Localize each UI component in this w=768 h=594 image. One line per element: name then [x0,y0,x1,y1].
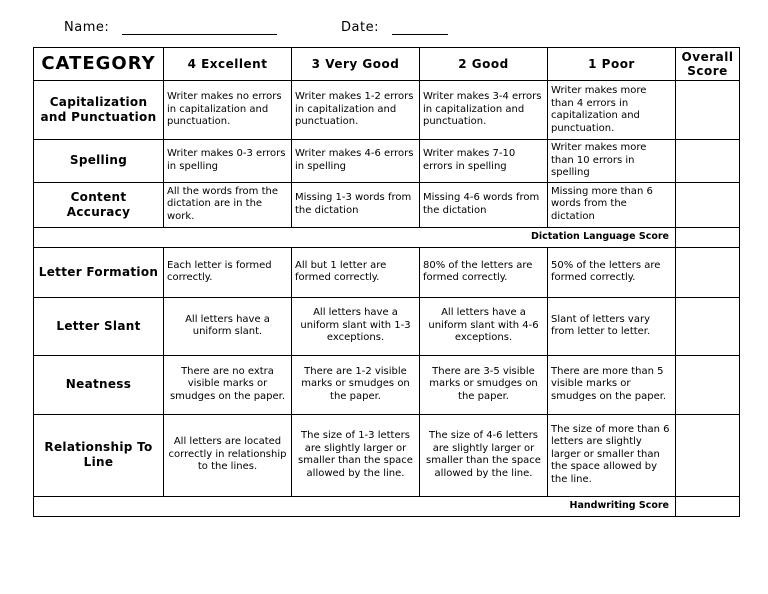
header-poor: 1 Poor [548,48,676,81]
header-very-good: 3 Very Good [292,48,420,81]
name-label: Name: [64,20,110,35]
cell-poor: The size of more than 6 letters are slightly larger or smaller than the space allowed by the line. [548,414,676,496]
cell-very-good: Writer makes 4-6 errors in spelling [292,140,420,183]
cell-poor: 50% of the letters are formed correctly. [548,247,676,297]
cell-excellent: All letters have a uniform slant. [164,297,292,355]
handwriting-score-cell[interactable] [676,496,740,516]
cell-excellent: All the words from the dictation are in the work. [164,182,292,227]
cell-good: 80% of the letters are formed correctly. [420,247,548,297]
header-overall-score: Overall Score [676,48,740,81]
table-row [34,297,740,355]
cell-poor: Slant of letters vary from letter to letter. [548,297,676,355]
score-cell[interactable] [676,81,740,140]
score-cell[interactable] [676,297,740,355]
cell-good: The size of 4-6 letters are slightly larger or smaller than the space allowed by the line. [420,414,548,496]
cell-very-good: Missing 1-3 words from the dictation [292,182,420,227]
cell-good: Missing 4-6 words from the dictation [420,182,548,227]
score-cell[interactable] [676,140,740,183]
rubric-table [33,47,740,517]
score-cell[interactable] [676,182,740,227]
cell-very-good: All but 1 letter are formed correctly. [292,247,420,297]
cell-poor: Writer makes more than 4 errors in capitalization and punctuation. [548,81,676,140]
cell-good: Writer makes 7-10 errors in spelling [420,140,548,183]
dictation-score-cell[interactable] [676,227,740,247]
cell-poor: Writer makes more than 10 errors in spelling [548,140,676,183]
table-header-row [34,48,740,81]
score-cell[interactable] [676,247,740,297]
name-field [64,20,277,35]
cell-very-good: Writer makes 1-2 errors in capitalization and punctuation. [292,81,420,140]
table-row [34,182,740,227]
dictation-score-label: Dictation Language Score [34,227,676,247]
row-category: Relationship To Line [34,414,164,496]
cell-excellent: There are no extra visible marks or smudges on the paper. [164,355,292,414]
header-good: 2 Good [420,48,548,81]
handwriting-score-label: Handwriting Score [34,496,676,516]
subtotal-row [34,496,740,516]
table-row [34,81,740,140]
table-row [34,355,740,414]
cell-excellent: Writer makes 0-3 errors in spelling [164,140,292,183]
cell-excellent: Writer makes no errors in capitalization and punctuation. [164,81,292,140]
cell-very-good: The size of 1-3 letters are slightly larger or smaller than the space allowed by the line. [292,414,420,496]
score-cell[interactable] [676,414,740,496]
header-category: CATEGORY [34,48,164,81]
cell-very-good: There are 1-2 visible marks or smudges on the paper. [292,355,420,414]
cell-very-good: All letters have a uniform slant with 1-3 exceptions. [292,297,420,355]
table-row [34,247,740,297]
name-blank [122,20,277,35]
row-category: Content Accuracy [34,182,164,227]
row-category: Letter Formation [34,247,164,297]
cell-good: There are 3-5 visible marks or smudges on the paper. [420,355,548,414]
row-category: Neatness [34,355,164,414]
row-category: Capitalization and Punctuation [34,81,164,140]
date-field [341,20,448,35]
table-row [34,414,740,496]
date-blank [392,20,448,35]
cell-good: Writer makes 3-4 errors in capitalization and punctuation. [420,81,548,140]
cell-excellent: Each letter is formed correctly. [164,247,292,297]
subtotal-row [34,227,740,247]
score-cell[interactable] [676,355,740,414]
table-row [34,140,740,183]
cell-poor: There are more than 5 visible marks or smudges on the paper. [548,355,676,414]
cell-poor: Missing more than 6 words from the dictation [548,182,676,227]
cell-excellent: All letters are located correctly in relationship to the lines. [164,414,292,496]
row-category: Spelling [34,140,164,183]
cell-good: All letters have a uniform slant with 4-6 exceptions. [420,297,548,355]
header-excellent: 4 Excellent [164,48,292,81]
row-category: Letter Slant [34,297,164,355]
date-label: Date: [341,20,379,35]
